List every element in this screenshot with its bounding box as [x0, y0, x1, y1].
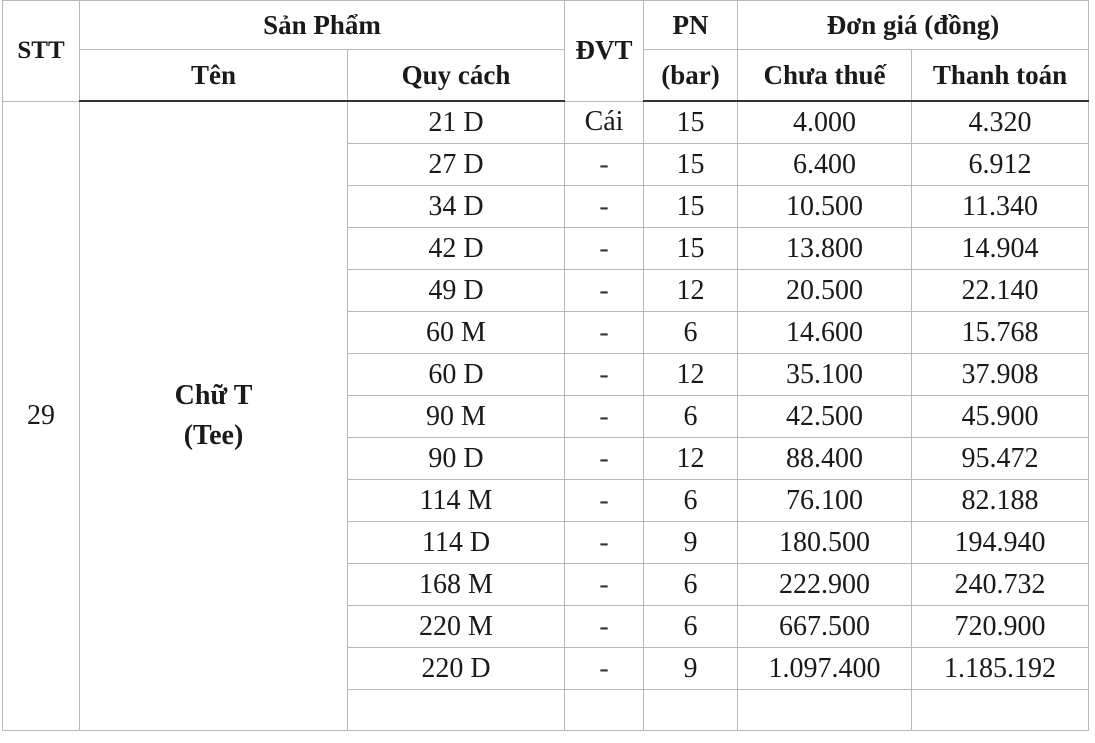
header-price: Đơn giá (đồng): [738, 1, 1089, 50]
header-product: Sản Phẩm: [80, 1, 565, 50]
total-price-cell: [912, 690, 1089, 731]
spec-cell: 114 M: [348, 480, 565, 522]
pre-tax-price-cell: 4.000: [738, 101, 912, 144]
spec-cell: 168 M: [348, 564, 565, 606]
pre-tax-price-cell: 76.100: [738, 480, 912, 522]
pn-cell: 15: [644, 228, 738, 270]
total-price-cell: 194.940: [912, 522, 1089, 564]
spec-cell: 21 D: [348, 101, 565, 144]
unit-cell: -: [565, 522, 644, 564]
spec-cell: 220 D: [348, 648, 565, 690]
unit-cell: -: [565, 354, 644, 396]
total-price-cell: 37.908: [912, 354, 1089, 396]
pre-tax-price-cell: [738, 690, 912, 731]
header-pn: PN: [644, 1, 738, 50]
pn-cell: 6: [644, 564, 738, 606]
spec-cell: 90 M: [348, 396, 565, 438]
pre-tax-price-cell: 42.500: [738, 396, 912, 438]
pre-tax-price-cell: 35.100: [738, 354, 912, 396]
pn-cell: 15: [644, 144, 738, 186]
pre-tax-price-cell: 10.500: [738, 186, 912, 228]
spec-cell: 60 M: [348, 312, 565, 354]
total-price-cell: 15.768: [912, 312, 1089, 354]
spec-cell: 60 D: [348, 354, 565, 396]
pn-cell: 15: [644, 101, 738, 144]
pn-cell: 9: [644, 648, 738, 690]
pre-tax-price-cell: 88.400: [738, 438, 912, 480]
unit-cell: -: [565, 144, 644, 186]
spec-cell: 220 M: [348, 606, 565, 648]
unit-cell: -: [565, 606, 644, 648]
unit-cell: -: [565, 228, 644, 270]
pn-cell: 12: [644, 438, 738, 480]
header-row-2: [3, 50, 1089, 102]
header-unit: ĐVT: [565, 1, 644, 102]
table-body: [3, 101, 1089, 731]
unit-cell: -: [565, 396, 644, 438]
pre-tax-price-cell: 667.500: [738, 606, 912, 648]
price-table: [2, 0, 1089, 731]
unit-cell: -: [565, 270, 644, 312]
unit-cell: -: [565, 480, 644, 522]
pn-cell: 6: [644, 606, 738, 648]
unit-cell: -: [565, 312, 644, 354]
pn-cell: 6: [644, 312, 738, 354]
total-price-cell: 6.912: [912, 144, 1089, 186]
unit-cell: -: [565, 186, 644, 228]
pre-tax-price-cell: 20.500: [738, 270, 912, 312]
unit-cell: [565, 690, 644, 731]
pn-cell: 12: [644, 270, 738, 312]
pre-tax-price-cell: 13.800: [738, 228, 912, 270]
unit-cell: -: [565, 648, 644, 690]
unit-cell: -: [565, 564, 644, 606]
unit-cell: -: [565, 438, 644, 480]
header-pre-tax: Chưa thuế: [738, 50, 912, 102]
spec-cell: 114 D: [348, 522, 565, 564]
spec-cell: [348, 690, 565, 731]
spec-cell: 27 D: [348, 144, 565, 186]
total-price-cell: 1.185.192: [912, 648, 1089, 690]
unit-cell: Cái: [565, 101, 644, 144]
header-total: Thanh toán: [912, 50, 1089, 102]
spec-cell: 34 D: [348, 186, 565, 228]
pn-cell: [644, 690, 738, 731]
pn-cell: 9: [644, 522, 738, 564]
total-price-cell: 45.900: [912, 396, 1089, 438]
pre-tax-price-cell: 180.500: [738, 522, 912, 564]
total-price-cell: 240.732: [912, 564, 1089, 606]
total-price-cell: 11.340: [912, 186, 1089, 228]
header-name: Tên: [80, 50, 348, 102]
pre-tax-price-cell: 1.097.400: [738, 648, 912, 690]
pre-tax-price-cell: 6.400: [738, 144, 912, 186]
group-stt: 29: [3, 101, 80, 731]
pn-cell: 12: [644, 354, 738, 396]
table-header: [3, 1, 1089, 102]
total-price-cell: 720.900: [912, 606, 1089, 648]
spec-cell: 90 D: [348, 438, 565, 480]
total-price-cell: 22.140: [912, 270, 1089, 312]
total-price-cell: 14.904: [912, 228, 1089, 270]
header-row-1: [3, 1, 1089, 50]
pn-cell: 6: [644, 480, 738, 522]
total-price-cell: 95.472: [912, 438, 1089, 480]
header-pn-unit: (bar): [644, 50, 738, 102]
header-stt: STT: [3, 1, 80, 102]
group-name-line-2: (Tee): [183, 420, 244, 451]
total-price-cell: 4.320: [912, 101, 1089, 144]
pre-tax-price-cell: 14.600: [738, 312, 912, 354]
pre-tax-price-cell: 222.900: [738, 564, 912, 606]
pn-cell: 6: [644, 396, 738, 438]
group-name-line-1: Chữ T: [174, 380, 253, 411]
table-row: [3, 101, 1089, 144]
header-spec: Quy cách: [348, 50, 565, 102]
total-price-cell: 82.188: [912, 480, 1089, 522]
group-name: [80, 101, 348, 731]
spec-cell: 42 D: [348, 228, 565, 270]
pn-cell: 15: [644, 186, 738, 228]
spec-cell: 49 D: [348, 270, 565, 312]
